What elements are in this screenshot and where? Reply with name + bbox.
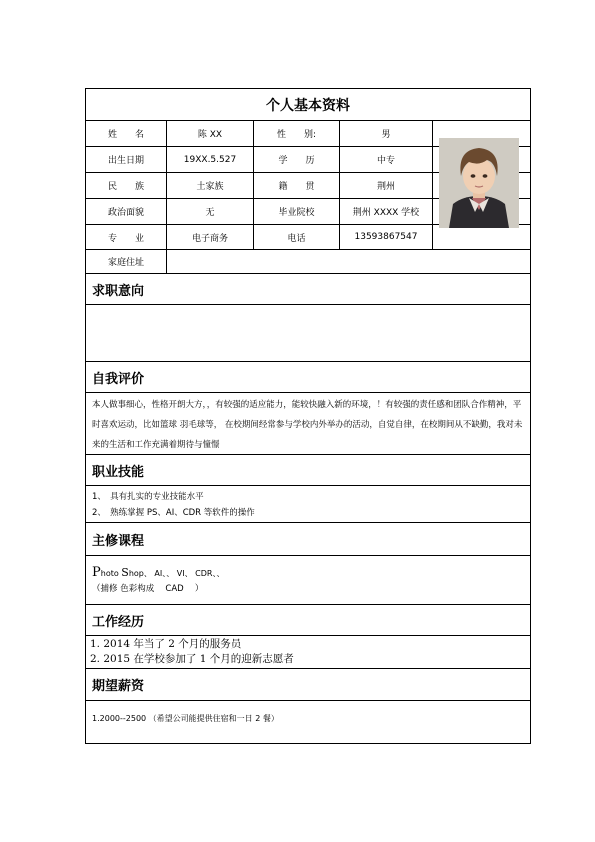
politics-value: 无 [166,199,253,224]
courses-line-1: Photo Shop、 AI、、 VI、 CDR、、 [92,565,225,580]
skills-body [86,485,530,522]
edu-value: 中专 [339,147,432,172]
skills-header [86,454,530,485]
profile-photo [439,138,519,228]
birth-value: 19XX.5.527 [166,147,253,172]
work-item: 2. 2015 在学校参加了 1 个月的迎新志愿者 [90,653,294,665]
major-label: 专 业 [107,233,144,244]
self-evaluation-text: 本人做事细心，性格开朗大方，，有较强的适应能力，能较快融入新的环境，！有较强的责任感和团队合作精神，平时喜欢运动，比如篮球 羽毛球等， 在校期间经常参与学校内外举办的活动，自觉自律，在校期间从不缺勤，我对未来的生活和工作充满着期待与憧憬 [92,400,523,450]
courses-header [86,522,530,555]
self-header [86,361,530,392]
work-body [86,635,530,668]
name-value: 陈 XX [166,121,253,146]
salary-body [86,700,530,743]
edu-label: 学 历 [253,147,339,172]
address-label: 家庭住址 [107,258,144,268]
ethnic-label: 民 族 [107,182,144,192]
origin-value: 荆州 [339,173,432,198]
name-label: 姓 名 [107,130,144,140]
self-body [86,392,530,454]
page-title: 个人基本资料 [266,97,350,114]
phone-value: 13593867547 [339,225,432,249]
resume-sheet [85,88,531,744]
politics-label: 政治面貌 [107,208,144,218]
birth-label: 出生日期 [107,156,144,166]
origin-label: 籍 贯 [253,173,339,198]
courses-title: 主修课程 [92,533,145,549]
phone-label: 电话 [253,225,339,249]
intent-body [86,304,530,361]
skills-title: 职业技能 [92,464,145,480]
skill-item: 2、 熟练掌握 PS、AI、CDR 等软件的操作 [92,508,255,518]
title-row [86,89,530,120]
salary-header [86,668,530,700]
gender-value: 男 [339,121,432,146]
work-title: 工作经历 [92,614,145,630]
school-label: 毕业院校 [253,199,339,224]
gender-label: 性 别: [253,121,339,146]
work-header [86,604,530,635]
intent-title: 求职意向 [92,283,145,299]
skill-item: 1、 具有扎实的专业技能水平 [92,492,204,502]
ethnic-value: 土家族 [166,173,253,198]
school-value: 荆州 XXXX 学校 [339,199,432,224]
salary-text: 1.2000--2500 （希望公司能提供住宿和一日 2 餐） [92,714,279,723]
work-item: 1. 2014 年当了 2 个月的服务员 [90,638,242,650]
salary-title: 期望薪资 [92,679,145,694]
info-row-6 [86,249,530,273]
courses-line-2: （捕修 色彩构成 CAD ） [92,584,204,594]
courses-body [86,555,530,604]
address-value [166,250,532,273]
major-value: 电子商务 [166,225,253,249]
self-title: 自我评价 [92,371,145,387]
intent-header [86,273,530,304]
